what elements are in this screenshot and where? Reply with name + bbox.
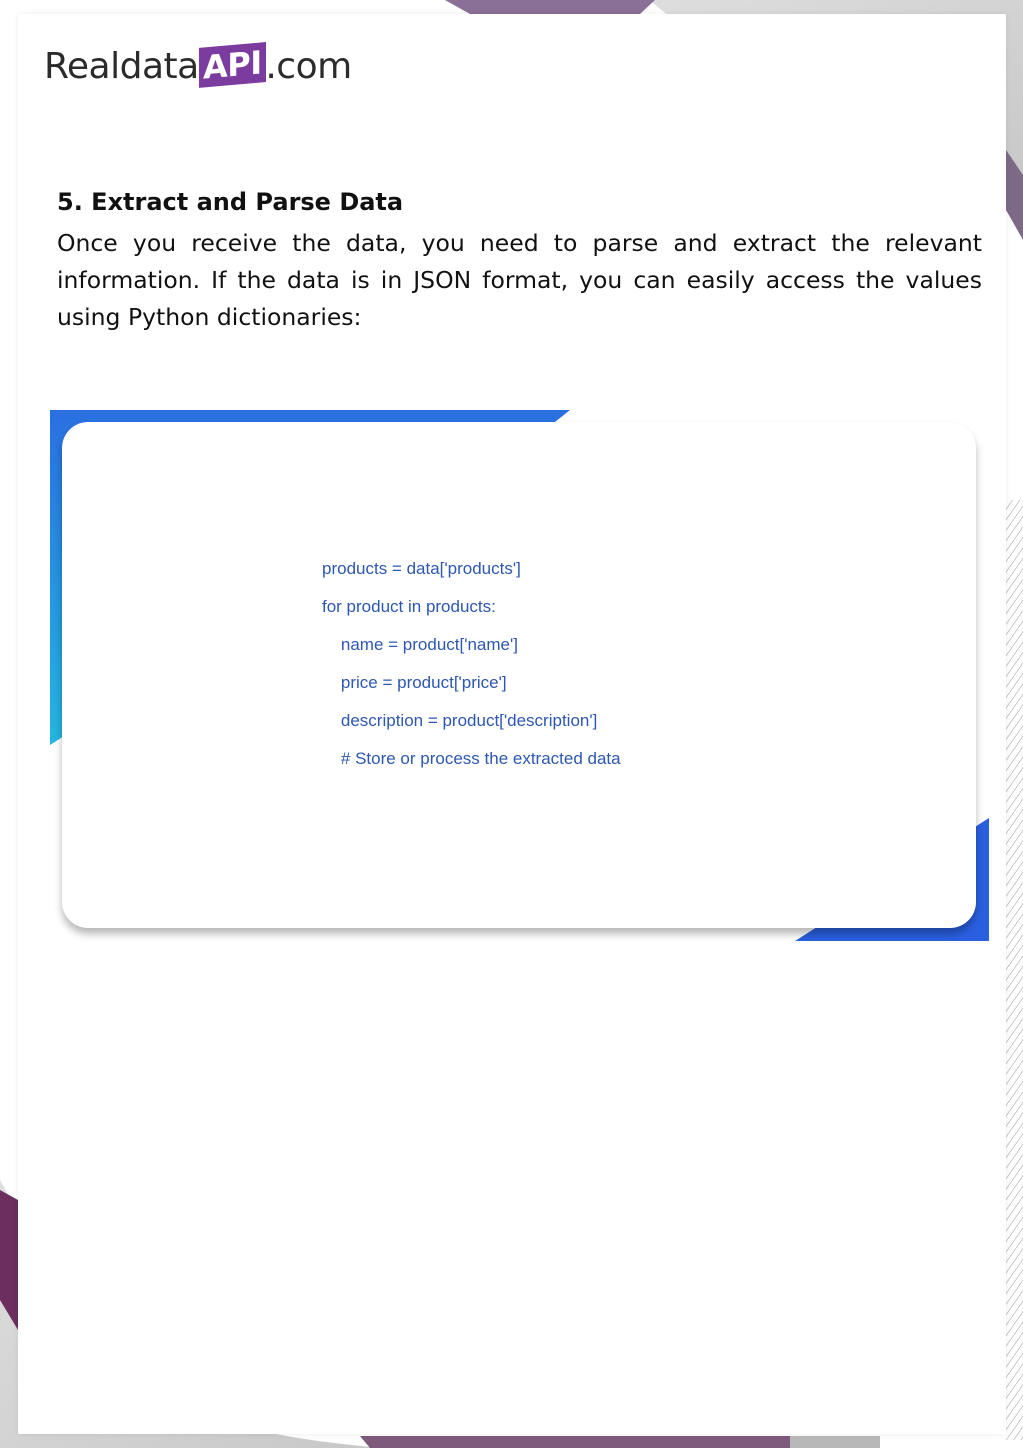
section-paragraph: Once you receive the data, you need to parse and extract the relevant information. If the data is in JSON format, you can easily access the values using Python dictionaries: [57, 229, 982, 331]
code-line: for product in products: [322, 597, 496, 616]
code-block [322, 555, 621, 783]
logo-text-realdata: Realdata [44, 46, 199, 87]
realdataapi-logo [44, 40, 352, 94]
section-heading: 5. Extract and Parse Data [57, 188, 404, 216]
logo-badge-api: API [199, 42, 266, 88]
code-line: price = product['price'] [322, 673, 507, 692]
code-line: # Store or process the extracted data [322, 749, 621, 768]
code-line: name = product['name'] [322, 635, 518, 654]
logo-text-com: .com [265, 46, 352, 87]
section-content [57, 185, 982, 336]
code-line: description = product['description'] [322, 711, 598, 730]
code-line: products = data['products'] [322, 559, 521, 578]
